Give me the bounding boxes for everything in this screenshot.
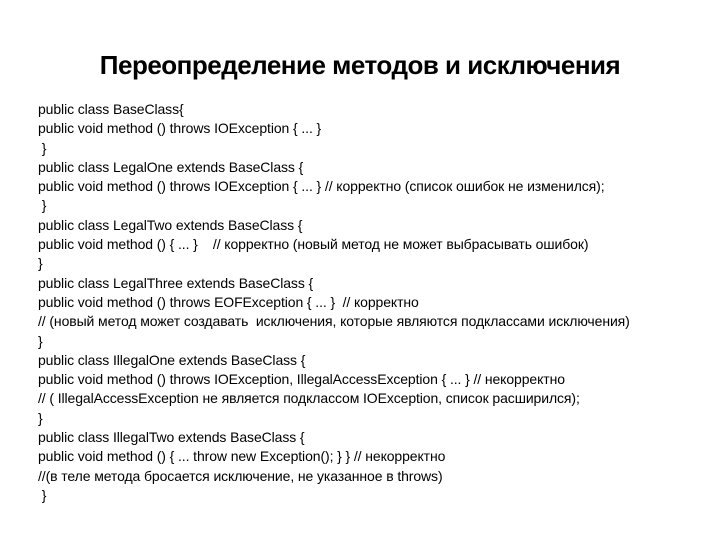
code-line: // (новый метод может создавать исключения, которые являются подклассами исключения)	[38, 313, 630, 330]
code-line: public class IllegalTwo extends BaseClass {	[38, 429, 305, 446]
code-line: public class BaseClass{	[38, 101, 184, 117]
code-line: public void method () { ... throw new Exception(); } } // некорректно	[38, 448, 446, 465]
code-line: }	[38, 139, 47, 156]
code-line: public void method () { ... } // корректно (новый метод не может выбрасывать ошибок)	[38, 236, 589, 253]
code-line: public class LegalTwo extends BaseClass {	[38, 216, 303, 233]
code-line: }	[38, 486, 47, 503]
code-line: public void method () throws EOFException { ... } // корректно	[38, 293, 419, 310]
code-line: }	[38, 409, 43, 426]
code-line: public class LegalOne extends BaseClass {	[38, 158, 304, 175]
code-line: public void method () throws IOException { ... }	[38, 120, 322, 137]
code-line: }	[38, 197, 47, 214]
code-line: }	[38, 332, 43, 349]
code-block	[38, 100, 706, 505]
code-line: //(в теле метода бросается исключение, не указанное в throws)	[38, 467, 443, 484]
code-line: public void method () throws IOException, IllegalAccessException { ... } // некорректно	[38, 371, 565, 388]
slide-title: Переопределение методов и исключения	[99, 50, 621, 80]
code-line: public class IllegalOne extends BaseClass {	[38, 351, 306, 368]
code-line: public class LegalThree extends BaseClass {	[38, 274, 314, 291]
code-line: public void method () throws IOException { ... } // корректно (список ошибок не изменился);	[38, 178, 605, 195]
code-line: }	[38, 255, 43, 272]
code-line: // ( IllegalAccessException не является подклассом IOException, список расширился);	[38, 390, 580, 407]
